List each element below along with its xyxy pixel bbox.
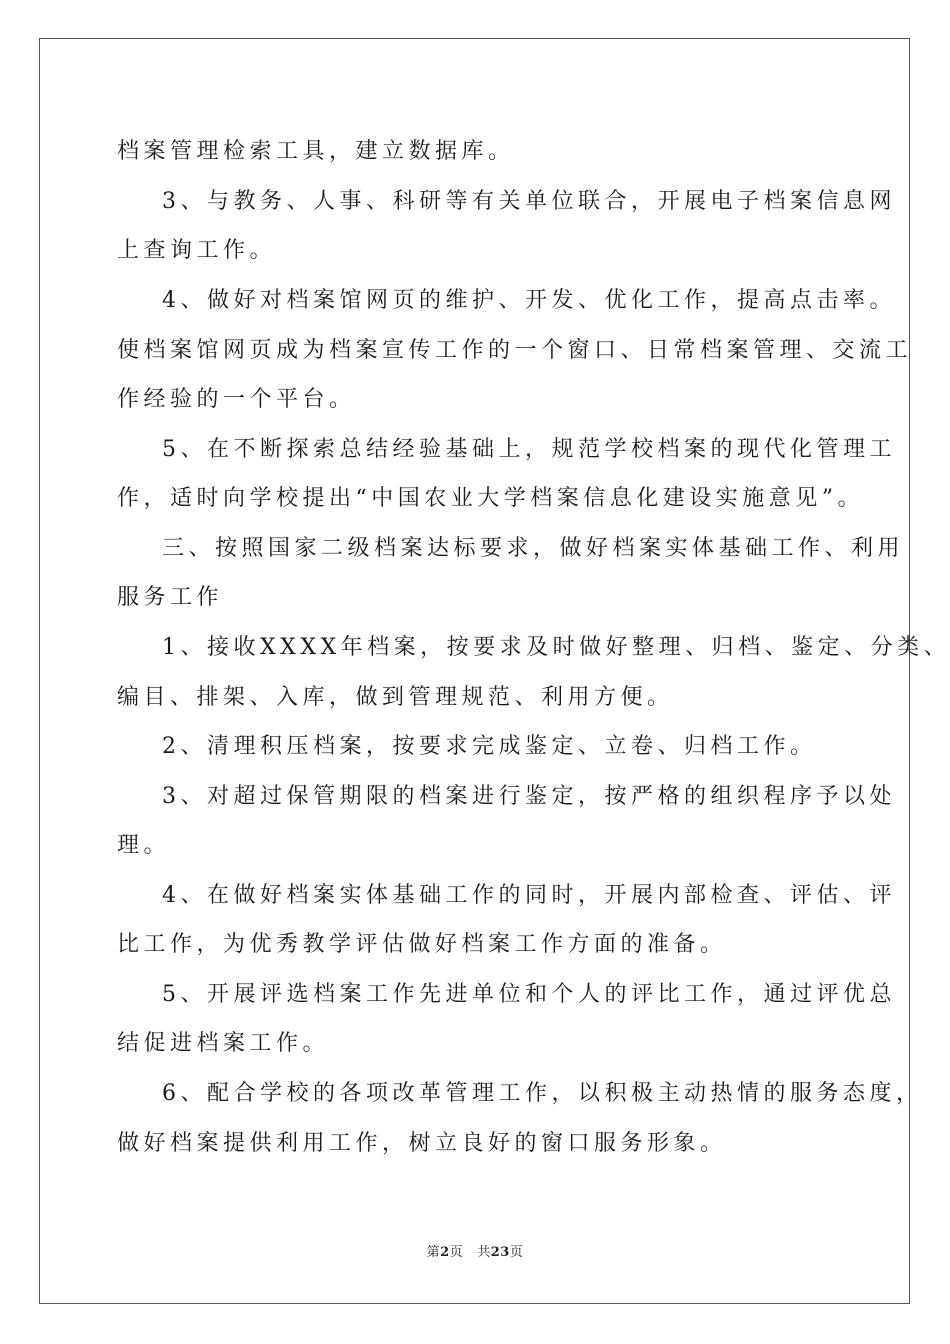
text-line: 6、配合学校的各项改革管理工作，以积极主动热情的服务态度， bbox=[162, 1081, 923, 1106]
section-heading: 服务工作 bbox=[117, 585, 224, 610]
total-pages-suffix: 页 bbox=[509, 1245, 524, 1260]
page-number-prefix: 第 bbox=[426, 1245, 441, 1260]
section-heading: 三、按照国家二级档案达标要求，做好档案实体基础工作、利用 bbox=[162, 536, 905, 561]
text-line: 3、与教务、人事、科研等有关单位联合，开展电子档案信息网 bbox=[162, 189, 896, 214]
text-line: 上查询工作。 bbox=[117, 238, 277, 263]
text-line: 做好档案提供利用工作，树立良好的窗口服务形象。 bbox=[117, 1131, 727, 1156]
text-line: 5、开展评选档案工作先进单位和个人的评比工作，通过评优总 bbox=[162, 982, 896, 1007]
text-line: 1、接收XXXX年档案，按要求及时做好整理、归档、鉴定、分类、 bbox=[162, 635, 950, 660]
text-line: 编目、排架、入库，做到管理规范、利用方便。 bbox=[117, 685, 674, 710]
page-border bbox=[39, 38, 913, 1304]
text-line: 2、清理积压档案，按要求完成鉴定、立卷、归档工作。 bbox=[162, 734, 817, 759]
text-line: 3、对超过保管期限的档案进行鉴定，按严格的组织程序予以处 bbox=[162, 784, 896, 809]
text-line: 作经验的一个平台。 bbox=[117, 387, 356, 412]
total-pages-prefix: 共 bbox=[477, 1245, 491, 1260]
text-line: 结促进档案工作。 bbox=[117, 1031, 330, 1056]
text-line: 理。 bbox=[117, 833, 171, 858]
text-line: 5、在不断探索总结经验基础上，规范学校档案的现代化管理工 bbox=[162, 437, 896, 462]
text-line: 4、做好对档案馆网页的维护、开发、优化工作，提高点击率。 bbox=[162, 288, 896, 313]
text-line: 使档案馆网页成为档案宣传工作的一个窗口、日常档案管理、交流工 bbox=[117, 338, 913, 363]
total-pages: 23 bbox=[490, 1245, 510, 1260]
text-line: 比工作，为优秀教学评估做好档案工作方面的准备。 bbox=[117, 932, 727, 957]
page-number: 2 bbox=[440, 1245, 450, 1260]
text-line: 4、在做好档案实体基础工作的同时，开展内部检查、评估、评 bbox=[162, 883, 896, 908]
page-number-suffix: 页 bbox=[449, 1245, 464, 1260]
page-footer bbox=[0, 1244, 950, 1262]
text-line: 作，适时向学校提出“中国农业大学档案信息化建设实施意见”。 bbox=[117, 486, 864, 511]
text-line: 档案管理检索工具，建立数据库。 bbox=[117, 139, 515, 164]
